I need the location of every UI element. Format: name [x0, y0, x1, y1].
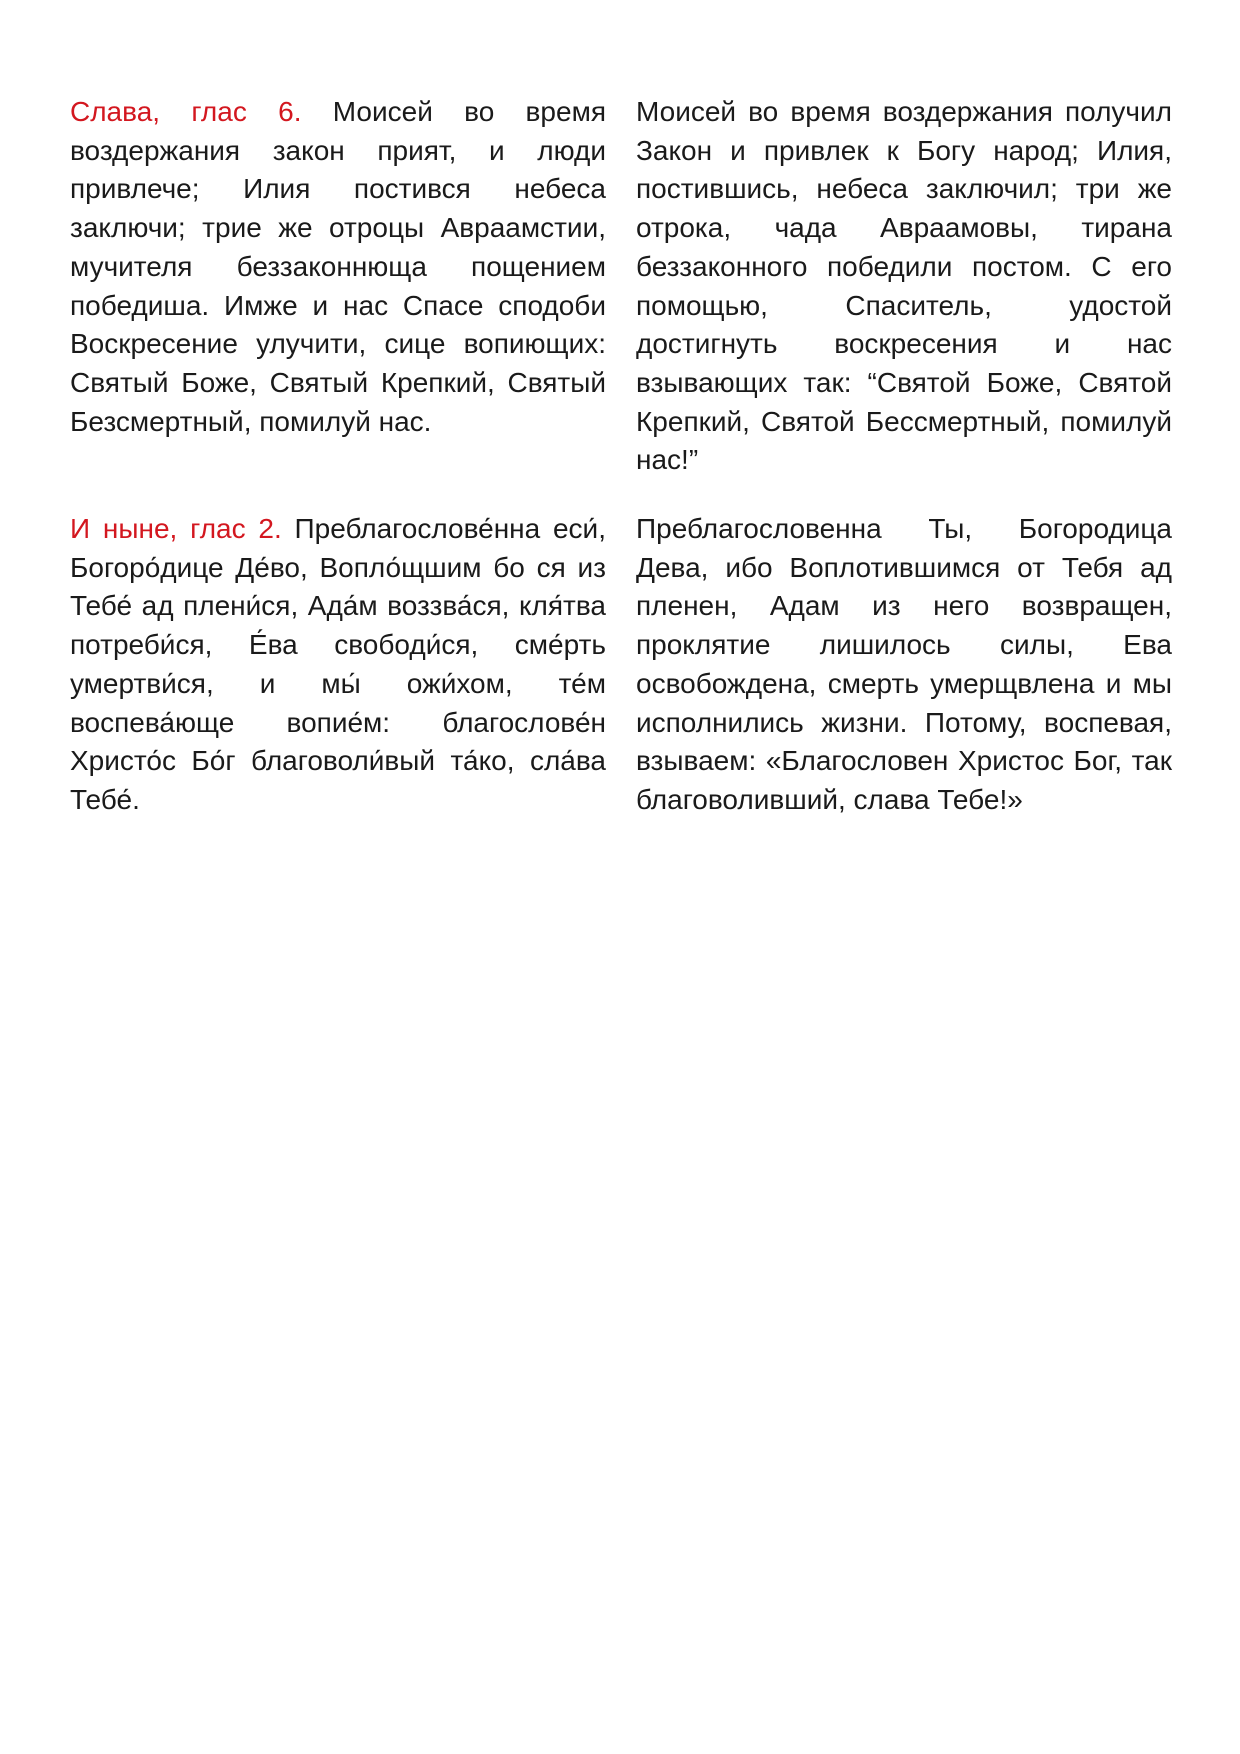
slavonic-column [70, 93, 606, 480]
section-slava [70, 93, 1172, 480]
slavonic-text: Моисей во время воздержания закон прият, и люди привлече; Илия постився небеса заключи; трие же отроцы Авраамстии, мучителя беззаконнюща пощением победиша. Имже и нас Спасе сподоби Воскресение улучити, сице вопиющих: Святый Боже, Святый Крепкий, Святый Безсмертный, помилуй нас. [70, 96, 606, 437]
rubric-label: И ныне, глас 2. [70, 513, 295, 545]
slavonic-column [70, 510, 606, 820]
section-i-nyne [70, 510, 1172, 820]
slavonic-text: Преблагослове́нна еси́, Богоро́дице Де́во, Вопло́щшим бо ся из Тебе́ ад плени́ся, Ада́м воззва́ся, кля́тва потреби́ся, Е́ва свободи́ся, сме́рть умертви́ся, и мы́ ожи́хом, те́м воспева́юще вопие́м: благослове́н Христо́с Бо́г благоволи́вый та́ко, сла́ва Тебе́. [70, 513, 606, 815]
page-content [70, 93, 1172, 850]
russian-column [636, 510, 1172, 820]
russian-text: Моисей во время воздержания получил Закон и привлек к Богу народ; Илия, постившись, небеса заключил; три же отрока, чада Авраамовы, тирана беззаконного победили постом. С его помощью, Спаситель, удостой достигнуть воскресения и нас взывающих так: “Святой Боже, Святой Крепкий, Святой Бессмертный, помилуй нас!” [636, 96, 1172, 476]
rubric-label: Слава, глас 6. [70, 96, 333, 127]
russian-column [636, 93, 1172, 480]
russian-text: Преблагословенна Ты, Богородица Дева, ибо Воплотившимся от Тебя ад пленен, Адам из него возвращен, проклятие лишилось силы, Ева освобождена, смерть умерщвлена и мы исполнились жизни. Потому, воспевая, взываем: «Благословен Христос Бог, так благоволивший, слава Тебе!» [636, 513, 1172, 815]
